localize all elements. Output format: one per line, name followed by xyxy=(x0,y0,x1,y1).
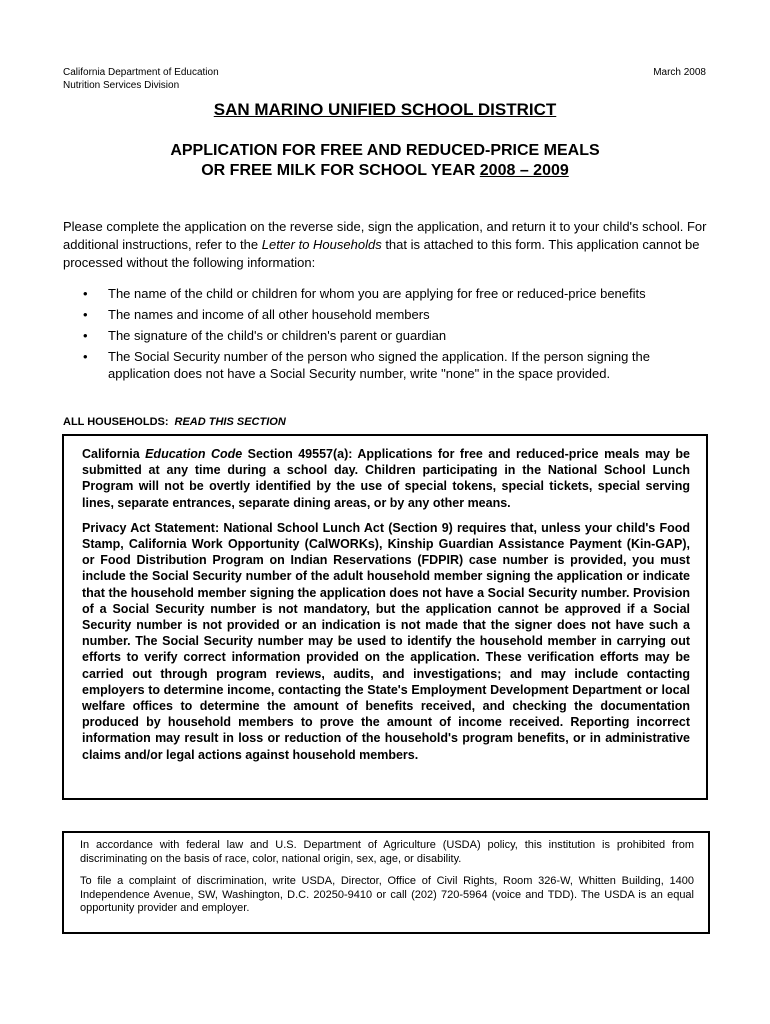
nondiscrimination-statement: In accordance with federal law and U.S. Department of Agriculture (USDA) policy, this institution is prohibited from discriminating on the basis of race, color, national origin, sex, age, or disability. xyxy=(80,839,694,865)
bullet-icon: • xyxy=(83,349,88,364)
department-name: California Department of Education xyxy=(63,67,219,78)
complaint-instructions: To file a complaint of discrimination, write USDA, Director, Office of Civil Rights, Room 326-W, Whitten Building, 1400 Independence Avenue, SW, Washington, D.C. 20250-9410 or call (202) 720-5964 (voice and TDD). The USDA is an equal opportunity provider and employer. xyxy=(80,875,694,914)
list-item: • The names and income of all other household members xyxy=(83,307,430,322)
division-name: Nutrition Services Division xyxy=(63,80,180,91)
application-title-line2: OR FREE MILK FOR SCHOOL YEAR 2008 – 2009 xyxy=(201,162,569,179)
school-year: 2008 – 2009 xyxy=(479,162,569,179)
section-heading: ALL HOUSEHOLDS: READ THIS SECTION xyxy=(63,416,286,428)
bullet-icon: • xyxy=(83,286,88,301)
section-instruction: READ THIS SECTION xyxy=(174,416,286,428)
list-item: • The signature of the child's or children's parent or guardian xyxy=(83,328,447,343)
legal-notice-box xyxy=(62,434,708,800)
bullet-icon: • xyxy=(83,307,88,322)
privacy-act-paragraph: Privacy Act Statement: National School Lunch Act (Section 9) requires that, unless your child's Food Stamp, California Work Opportunity (CalWORKs), Kinship Guardian Assistance Payment (Kin-GAP), or Food Distribution Program on Indian Reservations (FDPIR) case number is provided, you must include the Social Security number of the adult household member signing the application or indicate that the household member signing the application does not have a Social Security number. Provision of a Social Security number is not mandatory, but the application cannot be approved if a Social Security number is not provided or an indication is not made that the signer does not have such a number. The Social Security number may be used to identify the household member in carrying out efforts to verify correct information provided on the application. These verification efforts may be carried out through program reviews, audits, and investigations; and may include contacting employers to determine income, contacting the State's Employment Development Department or local welfare offices to determine the amount of benefits received, and checking the documentation produced by household members to prove the amount of income received. Reporting incorrect information may result in loss or reduction of the household's program benefits, or in administrative claims and/or legal actions against household members. xyxy=(82,520,690,762)
nondiscrimination-box xyxy=(62,831,710,934)
application-title xyxy=(0,141,770,181)
application-title-line1: APPLICATION FOR FREE AND REDUCED-PRICE MEALS xyxy=(170,142,600,159)
required-info-list xyxy=(83,285,713,386)
document-date: March 2008 xyxy=(653,67,706,78)
bullet-icon: • xyxy=(83,328,88,343)
education-code-paragraph: California Education Code Section 49557(a): Applications for free and reduced-price meals may be submitted at any time during a school day. Children participating in the National School Lunch Program will not be overtly identified by the use of special tokens, special tickets, special serving lines, separate entrances, separate dining areas, or by any other means. xyxy=(82,447,690,510)
letter-to-households-ref: Letter to Households xyxy=(261,237,382,252)
district-title: SAN MARINO UNIFIED SCHOOL DISTRICT xyxy=(213,100,557,119)
intro-paragraph: Please complete the application on the reverse side, sign the application, and return it to your child's school. For additional instructions, refer to the Letter to Households that is attached to this form. This application cannot be processed without the following information: xyxy=(63,219,707,270)
list-item: • The Social Security number of the person who signed the application. If the person signing the application does not have a Social Security number, write "none" in the space provided. xyxy=(83,349,650,381)
department-header xyxy=(63,66,219,92)
list-item: • The name of the child or children for whom you are applying for free or reduced-price benefits xyxy=(83,286,646,301)
